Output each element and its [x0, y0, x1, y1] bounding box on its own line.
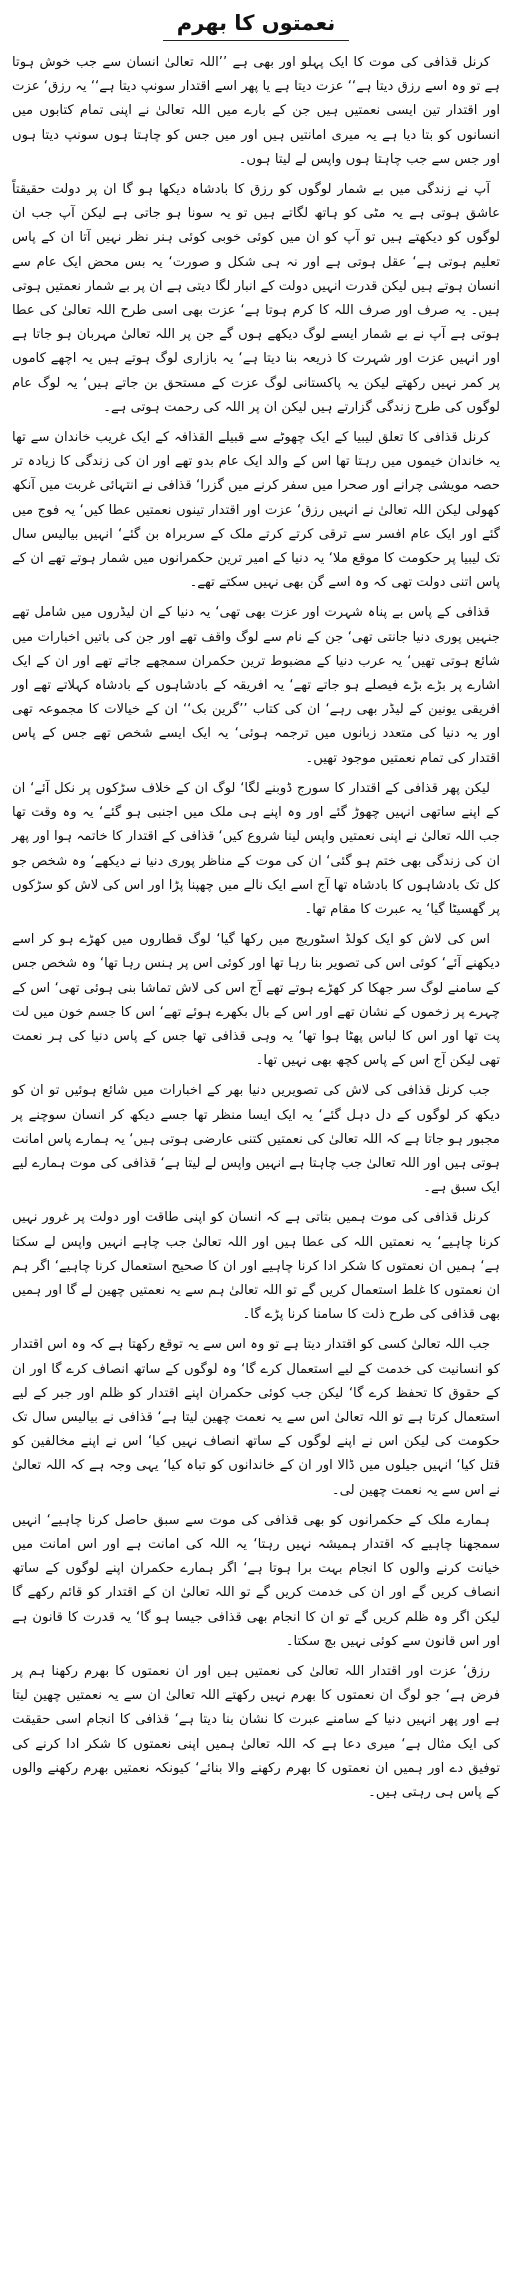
article-paragraph: جب اللہ تعالیٰ کسی کو اقتدار دیتا ہے تو وہ اس سے یہ توقع رکھتا ہے کہ وہ اس اقتدار کو انسانیت کی خدمت کے لیے استعمال کرے گا‘ وہ لوگوں کے ساتھ انصاف کرے گا اور ان کے حقوق کا تحفظ کرے گا‘ لیکن جب کوئی حکمران اپنے اقتدار کو ظلم اور جبر کے لیے استعمال کرتا ہے تو اللہ تعالیٰ اس سے یہ نعمت چھین لیتا ہے‘ قذافی نے بیالیس سال تک حکومت کی لیکن اس نے اپنے لوگوں کے ساتھ انصاف نہیں کیا‘ اس نے اپنے مخالفین کو قتل کیا‘ انہیں جیلوں میں ڈالا اور ان کے خاندانوں کو تباہ کیا‘ یہی وجہ ہے کہ اللہ تعالیٰ نے اس سے یہ نعمت چھین لی۔	[12, 1337, 500, 1498]
article-paragraph: رزق‘ عزت اور اقتدار اللہ تعالیٰ کی نعمتیں ہیں اور ان نعمتوں کا بھرم رکھنا ہم پر فرض ہے‘ جو لوگ ان نعمتوں کا بھرم نہیں رکھتے اللہ تعالیٰ ان سے یہ نعمتیں چھین لیتا ہے اور پھر انہیں دنیا کے سامنے عبرت کا نشان بنا دیتا ہے‘ قذافی کا انجام اسی حقیقت کی ایک مثال ہے‘ میری دعا ہے کہ اللہ تعالیٰ ہمیں اپنی نعمتوں کا شکر ادا کرنے کی توفیق دے اور ہمیں ان نعمتوں کا بھرم رکھنے والا بنائے‘ کیونکہ نعمتیں بھرم رکھنے والوں کے پاس ہی رہتی ہیں۔	[12, 1664, 500, 1801]
title-wrap	[12, 8, 500, 41]
article-paragraph: ہمارے ملک کے حکمرانوں کو بھی قذافی کی موت سے سبق حاصل کرنا چاہیے‘ انہیں سمجھنا چاہیے کہ اقتدار ہمیشہ نہیں رہتا‘ یہ اللہ کی امانت ہے اور اس امانت میں خیانت کرنے والوں کا انجام بہت برا ہوتا ہے‘ اگر ہمارے حکمران اپنے لوگوں کے ساتھ انصاف کریں گے اور ان کی خدمت کریں گے تو اللہ تعالیٰ ان کے اقتدار کو قائم رکھے گا لیکن اگر وہ ظلم کریں گے تو ان کا انجام بھی قذافی جیسا ہو گا‘ یہ قدرت کا قانون ہے اور اس قانون سے کوئی نہیں بچ سکتا۔	[12, 1512, 500, 1649]
article-paragraph: کرنل قذافی کی موت ہمیں بتاتی ہے کہ انسان کو اپنی طاقت اور دولت پر غرور نہیں کرنا چاہیے‘ یہ نعمتیں اللہ کی عطا ہیں اور اللہ تعالیٰ جب چاہے انہیں واپس لے سکتا ہے‘ ہمیں ان نعمتوں کا شکر ادا کرنا چاہیے اور ان کا صحیح استعمال کرنا چاہیے‘ اگر ہم ان نعمتوں کا غلط استعمال کریں گے تو اللہ تعالیٰ ہم سے یہ نعمتیں چھین لے گا اور ہمیں بھی قذافی کی طرح ذلت کا سامنا کرنا پڑے گا۔	[12, 1210, 500, 1323]
article-paragraph: کرنل قذافی کا تعلق لیبیا کے ایک چھوٹے سے قبیلے القذافہ کے ایک غریب خاندان سے تھا یہ خاندان خیموں میں رہتا تھا اس کے والد ایک عام بدو تھے اور ان کی زندگی کا زیادہ تر حصہ مویشی چرانے اور صحرا میں سفر کرنے میں گزرا‘ قذافی نے انتہائی غربت میں آنکھ کھولی لیکن اللہ تعالیٰ نے انہیں رزق‘ عزت اور اقتدار تینوں نعمتیں عطا کیں‘ یہ فوج میں گئے اور ایک عام افسر سے ترقی کرتے کرتے ملک کے سربراہ بن گئے‘ انہیں بیالیس سال تک لیبیا پر حکومت کا موقع ملا‘ یہ دنیا کے امیر ترین حکمرانوں میں شمار ہوتے تھے ان کے پاس اتنی دولت تھی کہ وہ اسے گن بھی نہیں سکتے تھے۔	[12, 430, 500, 591]
article-paragraph: لیکن پھر قذافی کے اقتدار کا سورج ڈوبنے لگا‘ لوگ ان کے خلاف سڑکوں پر نکل آئے‘ ان کے اپنے ساتھی انہیں چھوڑ گئے اور وہ اپنے ہی ملک میں اجنبی ہو گئے‘ یہ وہ وقت تھا جب اللہ تعالیٰ نے اپنی نعمتیں واپس لینا شروع کیں‘ قذافی کے اقتدار کا خاتمہ ہوا اور پھر ان کی زندگی بھی ختم ہو گئی‘ ان کی موت کے مناظر پوری دنیا نے دیکھے‘ وہ شخص جو کل تک بادشاہوں کا بادشاہ تھا آج اسے ایک نالے میں چھپنا پڑا اور اس کی لاش کو سڑکوں پر گھسیٹا گیا‘ یہ عبرت کا مقام تھا۔	[12, 780, 500, 917]
article-paragraph: قذافی کے پاس بے پناہ شہرت اور عزت بھی تھی‘ یہ دنیا کے ان لیڈروں میں شامل تھے جنہیں پوری دنیا جانتی تھی‘ جن کے نام سے لوگ واقف تھے اور جن کی باتیں اخبارات میں شائع ہوتی تھیں‘ یہ عرب دنیا کے مضبوط ترین حکمران سمجھے جاتے تھے اور ان کے ایک اشارے پر بڑے بڑے فیصلے ہو جاتے تھے‘ یہ افریقہ کے بادشاہوں کے بادشاہ کہلاتے تھے اور افریقی یونین کے لیڈر بھی رہے‘ ان کی کتاب ’’گرین بک‘‘ ان کے خیالات کا مجموعہ تھی اور یہ دنیا کی متعدد زبانوں میں ترجمہ ہوئی‘ یہ ایک ایسے شخص تھے جس کے پاس اقتدار کی تمام نعمتیں موجود تھیں۔	[12, 605, 500, 766]
article-paragraph: جب کرنل قذافی کی لاش کی تصویریں دنیا بھر کے اخبارات میں شائع ہوئیں تو ان کو دیکھ کر لوگوں کے دل دہل گئے‘ یہ ایک ایسا منظر تھا جسے دیکھ کر انسان سوچنے پر مجبور ہو جاتا ہے کہ اللہ تعالیٰ کی نعمتیں کتنی عارضی ہوتی ہیں‘ یہ ہمارے پاس امانت ہوتی ہیں اور اللہ تعالیٰ جب چاہتا ہے انہیں واپس لے لیتا ہے‘ قذافی کی موت ہمارے لیے ایک سبق ہے۔	[12, 1083, 500, 1196]
article-body	[12, 51, 500, 1805]
article-title: نعمتوں کا بھرم	[163, 8, 349, 41]
article-paragraph: اس کی لاش کو ایک کولڈ اسٹوریج میں رکھا گیا‘ لوگ قطاروں میں کھڑے ہو کر اسے دیکھنے آئے‘ کوئی اس کی تصویر بنا رہا تھا اور کوئی اس پر ہنس رہا تھا‘ وہ شخص جس کے سامنے لوگ سر جھکا کر کھڑے ہوتے تھے آج اس کی لاش تماشا بنی ہوئی تھی‘ اس کے چہرے پر زخموں کے نشان تھے اور اس کے بال بکھرے ہوئے تھے‘ اس کا جسم خون میں لت پت تھا اور اس کا لباس پھٹا ہوا تھا‘ یہ وہی قذافی تھا جس کے پاس دنیا کی ہر نعمت تھی لیکن آج اس کے پاس کچھ بھی نہیں تھا۔	[12, 932, 500, 1069]
article-paragraph: آپ نے زندگی میں بے شمار لوگوں کو رزق کا بادشاہ دیکھا ہو گا ان پر دولت حقیقتاً عاشق ہوتی ہے یہ مٹی کو ہاتھ لگاتے ہیں تو یہ سونا ہو جاتی ہے لیکن آپ جب ان لوگوں کو دیکھتے ہیں تو آپ کو ان میں کوئی خوبی کوئی ہنر نظر نہیں آتا ان کے پاس تعلیم ہوتی ہے‘ عقل ہوتی ہے اور نہ ہی شکل و صورت‘ یہ بس محض ایک عام سے انسان ہوتے ہیں لیکن قدرت انہیں دولت کے انبار لگا دیتی ہے ان پر بے شمار نعمتیں ہوتی ہیں۔ یہ صرف اور صرف اللہ کا کرم ہوتا ہے‘ عزت بھی اسی طرح اللہ تعالیٰ کی عطا ہوتی ہے آپ نے بے شمار ایسے لوگ دیکھے ہوں گے جن پر اللہ تعالیٰ مہربان ہو جاتا ہے اور انہیں عزت اور شہرت کا ذریعہ بنا دیتا ہے‘ یہ بازاری لوگ ہوتے ہیں یہ اچھے کاموں پر کمر نہیں رکھتے لیکن یہ پاکستانی لوگ عزت کے مستحق بن جاتے ہیں‘ یہ لوگ عام لوگوں کی طرح زندگی گزارتے ہیں لیکن ان پر اللہ کی رحمت ہوتی ہے۔	[12, 182, 500, 415]
article-paragraph: کرنل قذافی کی موت کا ایک پہلو اور بھی ہے ’’اللہ تعالیٰ انسان سے جب خوش ہوتا ہے تو وہ اسے رزق دیتا ہے‘‘ عزت دیتا ہے یا پھر اسے اقتدار سونپ دیتا ہے‘‘ یہ رزق‘ عزت اور اقتدار تین ایسی نعمتیں ہیں جن کے بارے میں اللہ تعالیٰ نے اپنی تمام کتابوں میں انسانوں کو بتا دیا ہے یہ میری امانتیں ہیں اور میں جس کو چاہتا ہوں سونپ دیتا ہوں اور جس سے جب چاہتا ہوں واپس لے لیتا ہوں۔	[12, 55, 500, 167]
